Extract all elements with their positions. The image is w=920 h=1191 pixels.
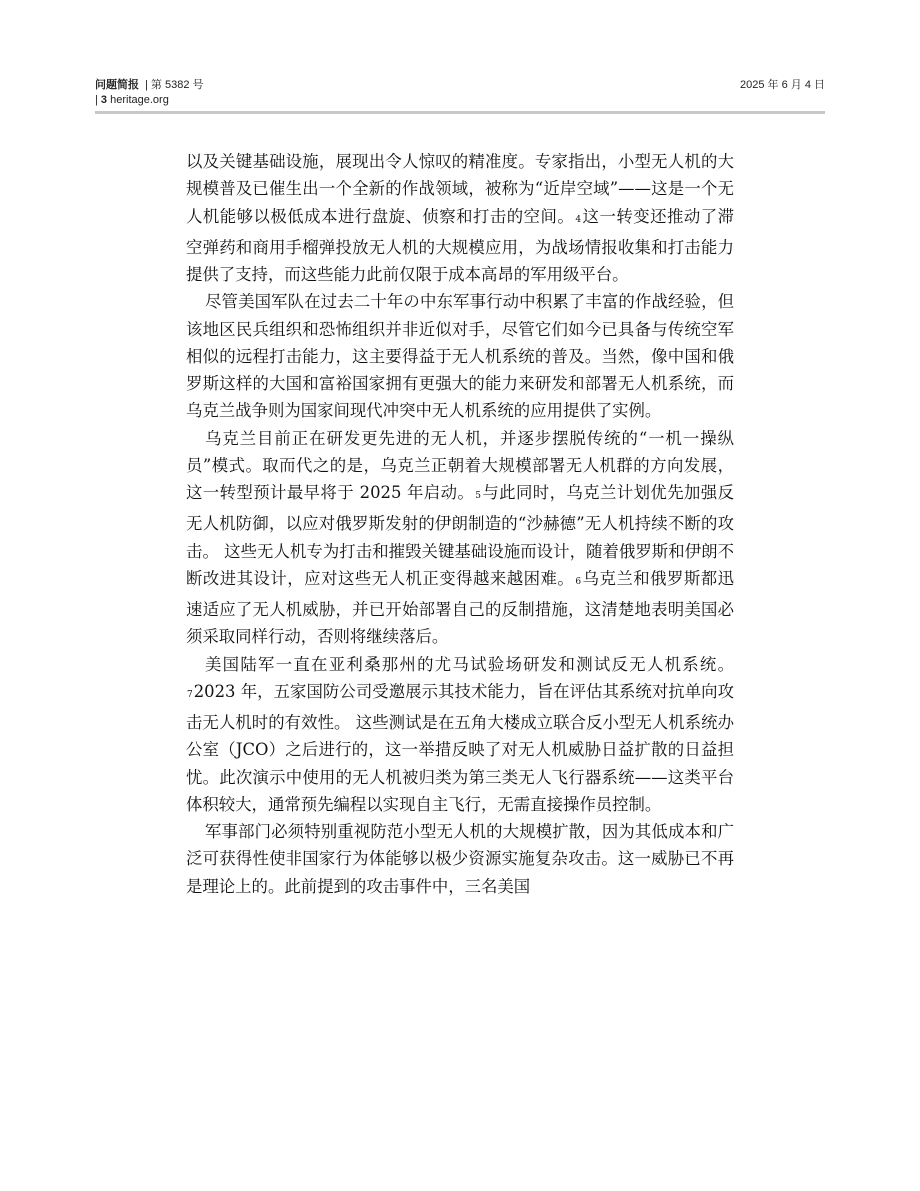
footnote-marker[interactable]: 4: [575, 214, 582, 225]
paragraph-3-text-b: 与此同时，乌克兰计划优先加强反无人机防御，以应对俄罗斯发射的伊朗制造的“沙赫德”无人机持续不断的攻击。 这些无人机专为打击和摧毁关键基础设施而设计，随着俄罗斯和伊朗不断改进其设计，应对这些无人机正变得越来越困难。: [186, 483, 735, 588]
paragraph-4-text-b: 2023 年，五家国防公司受邀展示其技术能力，旨在评估其系统对抗单向攻击无人机时的有效性。 这些测试是在五角大楼成立联合反小型无人机系统办公室（JCO）之后进行的，这一举措反映了对无人机威胁日益扩散的日益担忧。此次演示中使用的无人机被归类为第三类无人飞行器系统——这类平台体积较大，通常预先编程以实现自主飞行，无需直接操作员控制。: [186, 681, 734, 814]
paragraph-1: [186, 148, 734, 288]
paragraph-5: [186, 818, 734, 900]
paragraph-3-text-c: 乌克兰和俄罗斯都迅速适应了无人机威胁，并已开始部署自己的反制措施，这清楚地表明美国必须采取同样行动，否则将继续落后。: [186, 568, 735, 647]
page-number: 3: [100, 94, 108, 106]
paragraph-4-text-a: 美国陆军一直在亚利桑那州的尤马试验场研发和测试反无人机系统。: [205, 654, 734, 674]
header-separator: |: [145, 79, 148, 91]
site-link[interactable]: heritage.org: [110, 94, 169, 106]
report-line: [95, 78, 204, 93]
paragraph-1-text-b: 这一转变还推动了滞空弹药和商用手榴弹投放无人机的大规模应用，为战场情报收集和打击能力提供了支持，而这些能力此前仅限于成本高昂的军用级平台。: [186, 206, 735, 284]
report-title: 问题简报: [95, 79, 139, 91]
paragraph-2-text: 尽管美国军队在过去二十年の中东军事行动中积累了丰富的作战经验，但该地区民兵组织和恐怖组织并非近似对手，尽管它们如今已具备与传统空军相似的远程打击能力，这主要得益于无人机系统的普及。当然，像中国和俄罗斯这样的大国和富裕国家拥有更强大的能力来研发和部署无人机系统，而乌克兰战争则为国家间现代冲突中无人机系统的应用提供了实例。: [186, 292, 734, 421]
page-separator: |: [95, 94, 98, 106]
issue-number: 第 5382 号: [150, 79, 204, 91]
article-body: [186, 148, 734, 900]
paragraph-3: [186, 425, 734, 651]
paragraph-1-text-a: 以及关键基础设施，展现出令人惊叹的精准度。专家指出，小型无人机的大规模普及已催生出一个全新的作战领域，被称为“近岸空域”——这是一个无人机能够以极低成本进行盘旋、侦察和打击的空间。: [186, 152, 734, 226]
header-left: [95, 78, 204, 108]
footnote-marker[interactable]: 7: [187, 689, 193, 700]
publication-date: 2025 年 6 月 4 日: [740, 79, 825, 91]
paragraph-5-text: 军事部门必须特别重视防范小型无人机的大规模扩散，因为其低成本和广泛可获得性使非国家行为体能够以极少资源实施复杂攻击。这一威胁已不再是理论上的。此前提到的攻击事件中，三名美国: [186, 822, 734, 896]
footnote-marker[interactable]: 5: [475, 491, 481, 501]
page-header: [95, 78, 825, 114]
page-line: [95, 93, 204, 108]
footnote-marker[interactable]: 6: [575, 576, 582, 587]
header-divider: [95, 111, 825, 114]
paragraph-2: [186, 288, 734, 424]
paragraph-3-text-a: 乌克兰目前正在研发更先进的无人机，并逐步摆脱传统的“一机一操纵员”模式。取而代之的是，乌克兰正朝着大规模部署无人机群的方向发展，这一转型预计最早将于 2025 年启动。: [186, 428, 734, 502]
paragraph-4: [186, 651, 734, 819]
